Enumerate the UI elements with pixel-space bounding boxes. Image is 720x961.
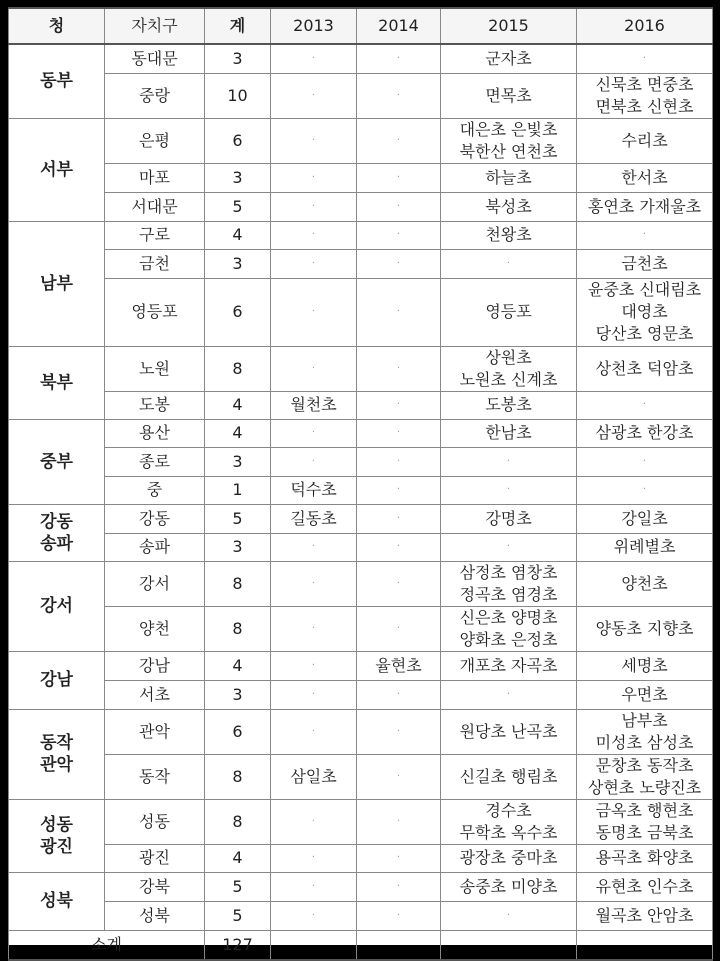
cell-2013: ·: [271, 221, 357, 249]
cell-2015: 천왕초: [441, 221, 577, 249]
cell-2014: ·: [357, 799, 441, 844]
district-cell: 종로: [105, 447, 205, 476]
cell-2015: 경수초 무학초 옥수초: [441, 799, 577, 844]
cell-2015: ·: [441, 249, 577, 278]
district-cell: 송파: [105, 533, 205, 561]
cell-2013: ·: [271, 278, 357, 346]
cell-2015: ·: [441, 447, 577, 476]
cell-2016: 위례별초: [577, 533, 713, 561]
cell-2015: 도봉초: [441, 391, 577, 419]
table-row: [9, 872, 713, 901]
district-cell: 성동: [105, 799, 205, 844]
cell-2016: 금천초: [577, 249, 713, 278]
table-row: [9, 504, 713, 533]
cell-2013: ·: [271, 651, 357, 680]
table-row: [9, 44, 713, 73]
district-cell: 성북: [105, 901, 205, 930]
table-row: [9, 680, 713, 709]
cell-2015: 하늘초: [441, 163, 577, 192]
cell-2014: ·: [357, 44, 441, 73]
cell-2013: 삼일초: [271, 754, 357, 799]
table-row: [9, 249, 713, 278]
cell-2016: 신묵초 면중초 면북초 신현초: [577, 73, 713, 118]
cell-2014: ·: [357, 709, 441, 754]
cell-2013: ·: [271, 533, 357, 561]
cell-2016: 남부초 미성초 삼성초: [577, 709, 713, 754]
cell-2013: ·: [271, 680, 357, 709]
cell-2015: 삼정초 염창초 정곡초 염경초: [441, 561, 577, 606]
cell-2014: ·: [357, 73, 441, 118]
table-frame: [8, 7, 712, 954]
office-cell: 동부: [9, 44, 105, 118]
count-cell: 6: [205, 118, 271, 163]
cell-2014: ·: [357, 249, 441, 278]
cell-2014: ·: [357, 278, 441, 346]
cell-2013: 길동초: [271, 504, 357, 533]
table-row: [9, 447, 713, 476]
table-row: [9, 476, 713, 504]
count-cell: 8: [205, 754, 271, 799]
school-table: [8, 7, 713, 961]
table-row: [9, 391, 713, 419]
cell-2016: 세명초: [577, 651, 713, 680]
cell-2015: 상원초 노원초 신계초: [441, 346, 577, 391]
district-cell: 노원: [105, 346, 205, 391]
cell-2013: 월천초: [271, 391, 357, 419]
cell-2015: 송중초 미양초: [441, 872, 577, 901]
cell-2013: ·: [271, 844, 357, 872]
cell-2014: ·: [357, 872, 441, 901]
cell-2014: ·: [357, 192, 441, 221]
office-cell: 중부: [9, 419, 105, 504]
cell-2013: ·: [271, 346, 357, 391]
cell-2014: ·: [357, 221, 441, 249]
district-cell: 구로: [105, 221, 205, 249]
table-row: [9, 606, 713, 651]
cell-2015: ·: [441, 533, 577, 561]
office-cell: 서부: [9, 118, 105, 221]
district-cell: 도봉: [105, 391, 205, 419]
district-cell: 관악: [105, 709, 205, 754]
cell-2015: 군자초: [441, 44, 577, 73]
cell-2013: 덕수초: [271, 476, 357, 504]
header-2014: 2014: [357, 8, 441, 44]
cell-2013: ·: [271, 606, 357, 651]
table-row: [9, 278, 713, 346]
cell-2015: 개포초 자곡초: [441, 651, 577, 680]
table-row: [9, 533, 713, 561]
count-cell: 3: [205, 680, 271, 709]
office-cell: 북부: [9, 346, 105, 419]
cell-2015: 한남초: [441, 419, 577, 447]
header-row: [9, 8, 713, 44]
cell-2016: 홍연초 가재울초: [577, 192, 713, 221]
cell-2015: ·: [441, 476, 577, 504]
district-cell: 강남: [105, 651, 205, 680]
cell-2016: 금옥초 행현초 동명초 금북초: [577, 799, 713, 844]
cell-2013: ·: [271, 192, 357, 221]
count-cell: 10: [205, 73, 271, 118]
cell-2013: ·: [271, 249, 357, 278]
cell-2014: ·: [357, 901, 441, 930]
count-cell: 4: [205, 651, 271, 680]
district-cell: 양천: [105, 606, 205, 651]
cell-2016: 유현초 인수초: [577, 872, 713, 901]
count-cell: 4: [205, 419, 271, 447]
cell-2015: 광장초 중마초: [441, 844, 577, 872]
header-2013: 2013: [271, 8, 357, 44]
cell-2015: ·: [441, 680, 577, 709]
cell-2014: ·: [357, 844, 441, 872]
office-cell: 강동 송파: [9, 504, 105, 561]
table-row: [9, 651, 713, 680]
count-cell: 4: [205, 221, 271, 249]
count-cell: 3: [205, 447, 271, 476]
count-cell: 3: [205, 44, 271, 73]
cell-2014: ·: [357, 346, 441, 391]
cell-2016: 수리초: [577, 118, 713, 163]
district-cell: 금천: [105, 249, 205, 278]
empty-cell: [271, 930, 357, 960]
cell-2016: 상천초 덕암초: [577, 346, 713, 391]
district-cell: 동대문: [105, 44, 205, 73]
cell-2015: 북성초: [441, 192, 577, 221]
cell-2015: ·: [441, 901, 577, 930]
cell-2016: 양천초: [577, 561, 713, 606]
district-cell: 은평: [105, 118, 205, 163]
count-cell: 5: [205, 504, 271, 533]
district-cell: 용산: [105, 419, 205, 447]
table-row: [9, 163, 713, 192]
empty-cell: [577, 930, 713, 960]
district-cell: 동작: [105, 754, 205, 799]
district-cell: 강동: [105, 504, 205, 533]
cell-2014: ·: [357, 391, 441, 419]
table-row: [9, 709, 713, 754]
table-row: [9, 221, 713, 249]
cell-2016: 윤중초 신대림초 대영초 당산초 영문초: [577, 278, 713, 346]
empty-cell: [357, 930, 441, 960]
office-cell: 강남: [9, 651, 105, 709]
cell-2015: 면목초: [441, 73, 577, 118]
cell-2015: 원당초 난곡초: [441, 709, 577, 754]
cell-2013: ·: [271, 163, 357, 192]
header-total: 계: [205, 8, 271, 44]
count-cell: 8: [205, 346, 271, 391]
cell-2015: 신은초 양명초 양화초 은정초: [441, 606, 577, 651]
cell-2014: ·: [357, 606, 441, 651]
table-row: [9, 754, 713, 799]
cell-2014: ·: [357, 447, 441, 476]
cell-2016: 삼광초 한강초: [577, 419, 713, 447]
cell-2014: ·: [357, 118, 441, 163]
cell-2014: ·: [357, 533, 441, 561]
cell-2016: ·: [577, 221, 713, 249]
table-row: [9, 73, 713, 118]
count-cell: 1: [205, 476, 271, 504]
cell-2013: ·: [271, 561, 357, 606]
district-cell: 서대문: [105, 192, 205, 221]
cell-2013: ·: [271, 872, 357, 901]
table-row: [9, 192, 713, 221]
header-office: 청: [9, 8, 105, 44]
district-cell: 마포: [105, 163, 205, 192]
cell-2013: ·: [271, 447, 357, 476]
count-cell: 6: [205, 278, 271, 346]
count-cell: 3: [205, 533, 271, 561]
cell-2014: ·: [357, 680, 441, 709]
district-cell: 중: [105, 476, 205, 504]
cell-2014: ·: [357, 419, 441, 447]
total-label: 소계: [9, 930, 205, 960]
cell-2014: 율현초: [357, 651, 441, 680]
table-row: [9, 844, 713, 872]
cell-2013: ·: [271, 44, 357, 73]
cell-2013: ·: [271, 799, 357, 844]
cell-2014: ·: [357, 476, 441, 504]
cell-2016: 한서초: [577, 163, 713, 192]
count-cell: 3: [205, 163, 271, 192]
table-row: [9, 799, 713, 844]
table-row: [9, 118, 713, 163]
cell-2016: ·: [577, 391, 713, 419]
cell-2016: 양동초 지향초: [577, 606, 713, 651]
cell-2014: ·: [357, 163, 441, 192]
cell-2015: 강명초: [441, 504, 577, 533]
table-body: [9, 44, 713, 960]
office-cell: 강서: [9, 561, 105, 651]
total-row: [9, 930, 713, 960]
header-2015: 2015: [441, 8, 577, 44]
cell-2015: 신길초 행림초: [441, 754, 577, 799]
cell-2013: ·: [271, 419, 357, 447]
count-cell: 6: [205, 709, 271, 754]
count-cell: 4: [205, 844, 271, 872]
district-cell: 강북: [105, 872, 205, 901]
count-cell: 5: [205, 192, 271, 221]
office-cell: 성북: [9, 872, 105, 930]
district-cell: 영등포: [105, 278, 205, 346]
table-row: [9, 346, 713, 391]
cell-2014: ·: [357, 561, 441, 606]
office-cell: 남부: [9, 221, 105, 346]
office-cell: 성동 광진: [9, 799, 105, 872]
table-row: [9, 901, 713, 930]
count-cell: 8: [205, 606, 271, 651]
cell-2016: 우면초: [577, 680, 713, 709]
count-cell: 4: [205, 391, 271, 419]
cell-2013: ·: [271, 118, 357, 163]
count-cell: 5: [205, 901, 271, 930]
district-cell: 광진: [105, 844, 205, 872]
cell-2014: ·: [357, 504, 441, 533]
total-count: 127: [205, 930, 271, 960]
cell-2014: ·: [357, 754, 441, 799]
cell-2016: 용곡초 화양초: [577, 844, 713, 872]
cell-2015: 대은초 은빛초 북한산 연천초: [441, 118, 577, 163]
empty-cell: [441, 930, 577, 960]
cell-2015: 영등포: [441, 278, 577, 346]
cell-2016: ·: [577, 476, 713, 504]
district-cell: 서초: [105, 680, 205, 709]
cell-2013: ·: [271, 73, 357, 118]
cell-2016: 강일초: [577, 504, 713, 533]
count-cell: 5: [205, 872, 271, 901]
count-cell: 8: [205, 561, 271, 606]
count-cell: 3: [205, 249, 271, 278]
office-cell: 동작 관악: [9, 709, 105, 799]
table-row: [9, 561, 713, 606]
cell-2016: ·: [577, 44, 713, 73]
cell-2016: 월곡초 안암초: [577, 901, 713, 930]
table-row: [9, 419, 713, 447]
header-2016: 2016: [577, 8, 713, 44]
cell-2016: 문창초 동작초 상현초 노량진초: [577, 754, 713, 799]
header-district: 자치구: [105, 8, 205, 44]
cell-2016: ·: [577, 447, 713, 476]
cell-2013: ·: [271, 901, 357, 930]
cell-2013: ·: [271, 709, 357, 754]
district-cell: 강서: [105, 561, 205, 606]
district-cell: 중랑: [105, 73, 205, 118]
count-cell: 8: [205, 799, 271, 844]
